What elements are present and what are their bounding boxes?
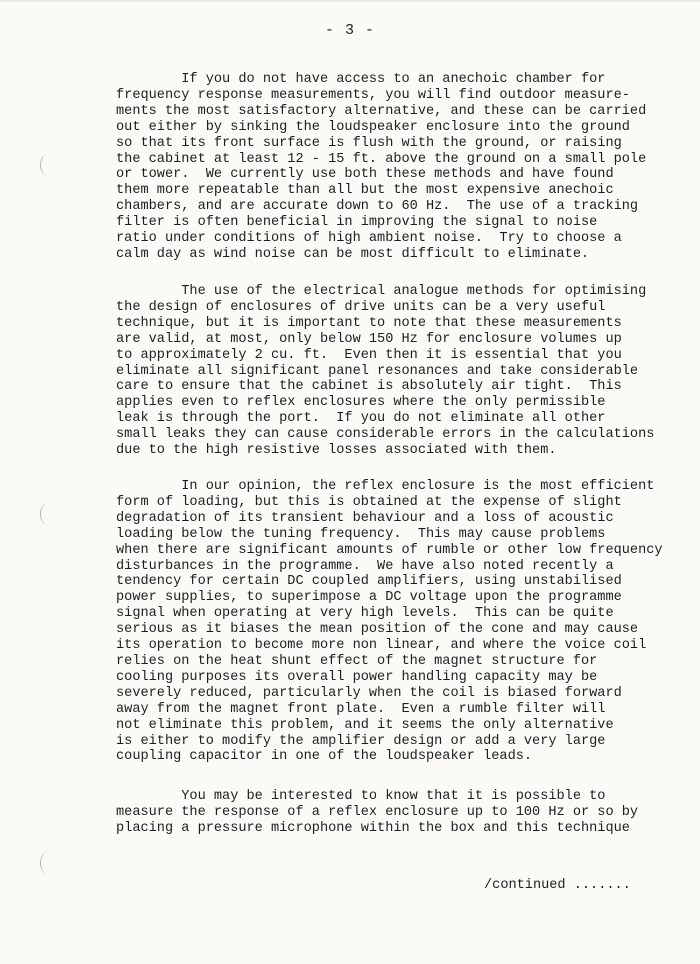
page-top-edge	[0, 0, 700, 3]
punch-hole-mark	[40, 154, 55, 176]
page-number: - 3 -	[324, 22, 375, 39]
paragraph-electrical-analogue: The use of the electrical analogue methods for optimising the design of enclosures of drive units can be a very useful technique, but it is important to note that these measurements are valid, at most, only below 150 Hz for enclosure volumes up to approximately 2 cu. ft. Even then it is essential that you eliminate all significant panel resonances and take considerable care to ensure that the cabinet is absolutely air tight. This applies even to reflex enclosures where the only permissible leak is through the port. If you do not eliminate all other small leaks they can cause considerable errors in the calculations due to the high resistive losses associated with them.	[116, 284, 655, 459]
continued-marker: /continued .......	[484, 878, 631, 893]
punch-hole-mark	[40, 852, 55, 874]
punch-hole-mark	[40, 503, 55, 525]
paragraph-outdoor-measurements: If you do not have access to an anechoic chamber for frequency response measurements, you will find outdoor measure- ments the most satisfactory alternative, and these can be carried out either by sinking the loudspeaker enclosure into the ground so that its front surface is flush with the ground, or raising the cabinet at least 12 - 15 ft. above the ground on a small pole or tower. We currently use both these methods and have found them more repeatable than all but the most expensive anechoic chambers, and are accurate down to 60 Hz. The use of a tracking filter is often beneficial in improving the signal to noise ratio under conditions of high ambient noise. Try to choose a calm day as wind noise can be most difficult to eliminate.	[116, 72, 647, 262]
paragraph-reflex-enclosure: In our opinion, the reflex enclosure is the most efficient form of loading, but this is obtained at the expense of slight degradation of its transient behaviour and a loss of acoustic loading below the tuning frequency. This may cause problems when there are significant amounts of rumble or other low frequency disturbances in the programme. We have also noted recently a tendency for certain DC coupled amplifiers, using unstabilised power supplies, to superimpose a DC voltage upon the programme signal when operating at very high levels. This can be quite serious as it biases the mean position of the cone and may cause its operation to become more non linear, and where the voice coil relies on the heat shunt effect of the magnet structure for cooling purposes its overall power handling capacity may be severely reduced, particularly when the coil is biased forward away from the magnet front plate. Even a rumble filter will not eliminate this problem, and it seems the only alternative is either to modify the amplifier design or add a very large coupling capacitor in one of the loudspeaker leads.	[116, 479, 663, 765]
paragraph-pressure-microphone: You may be interested to know that it is possible to measure the response of a reflex enclosure up to 100 Hz or so by placing a pressure microphone within the box and this technique	[116, 789, 639, 836]
